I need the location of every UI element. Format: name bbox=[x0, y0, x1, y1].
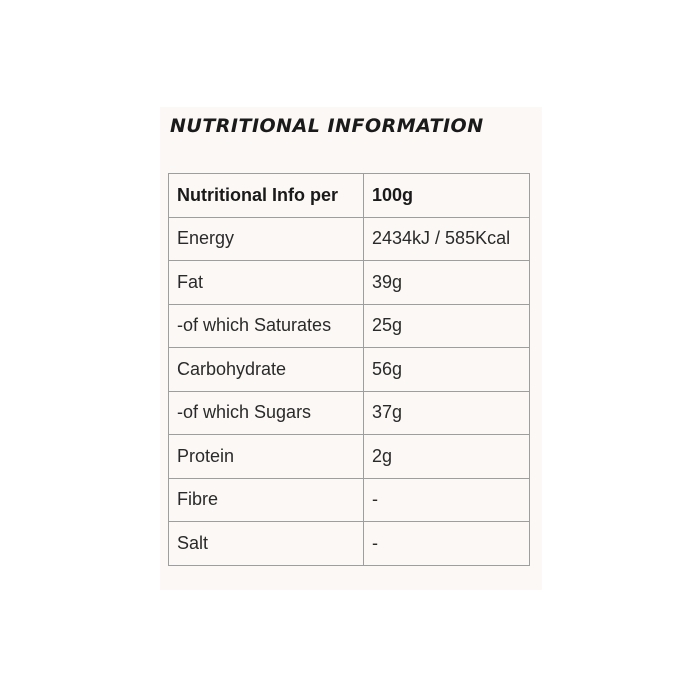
panel-title: NUTRITIONAL INFORMATION bbox=[170, 115, 484, 137]
table-header-row bbox=[169, 174, 530, 218]
row-value-protein: 2g bbox=[364, 435, 530, 479]
row-value-saturates: 25g bbox=[364, 304, 530, 348]
row-label-carbohydrate: Carbohydrate bbox=[169, 348, 364, 392]
nutrition-panel bbox=[160, 107, 542, 590]
table-row bbox=[169, 391, 530, 435]
header-value-cell: 100g bbox=[364, 174, 530, 218]
row-label-energy: Energy bbox=[169, 217, 364, 261]
row-label-protein: Protein bbox=[169, 435, 364, 479]
table-row bbox=[169, 261, 530, 305]
row-value-fibre: - bbox=[364, 478, 530, 522]
nutrition-table bbox=[168, 173, 530, 566]
row-value-carbohydrate: 56g bbox=[364, 348, 530, 392]
row-value-energy: 2434kJ / 585Kcal bbox=[364, 217, 530, 261]
table-row bbox=[169, 217, 530, 261]
row-value-salt: - bbox=[364, 522, 530, 566]
table-row bbox=[169, 348, 530, 392]
table-row bbox=[169, 435, 530, 479]
table-row bbox=[169, 522, 530, 566]
row-value-sugars: 37g bbox=[364, 391, 530, 435]
row-label-sugars: -of which Sugars bbox=[169, 391, 364, 435]
table-row bbox=[169, 304, 530, 348]
header-label-cell: Nutritional Info per bbox=[169, 174, 364, 218]
row-label-fibre: Fibre bbox=[169, 478, 364, 522]
table-row bbox=[169, 478, 530, 522]
row-value-fat: 39g bbox=[364, 261, 530, 305]
row-label-salt: Salt bbox=[169, 522, 364, 566]
row-label-saturates: -of which Saturates bbox=[169, 304, 364, 348]
row-label-fat: Fat bbox=[169, 261, 364, 305]
